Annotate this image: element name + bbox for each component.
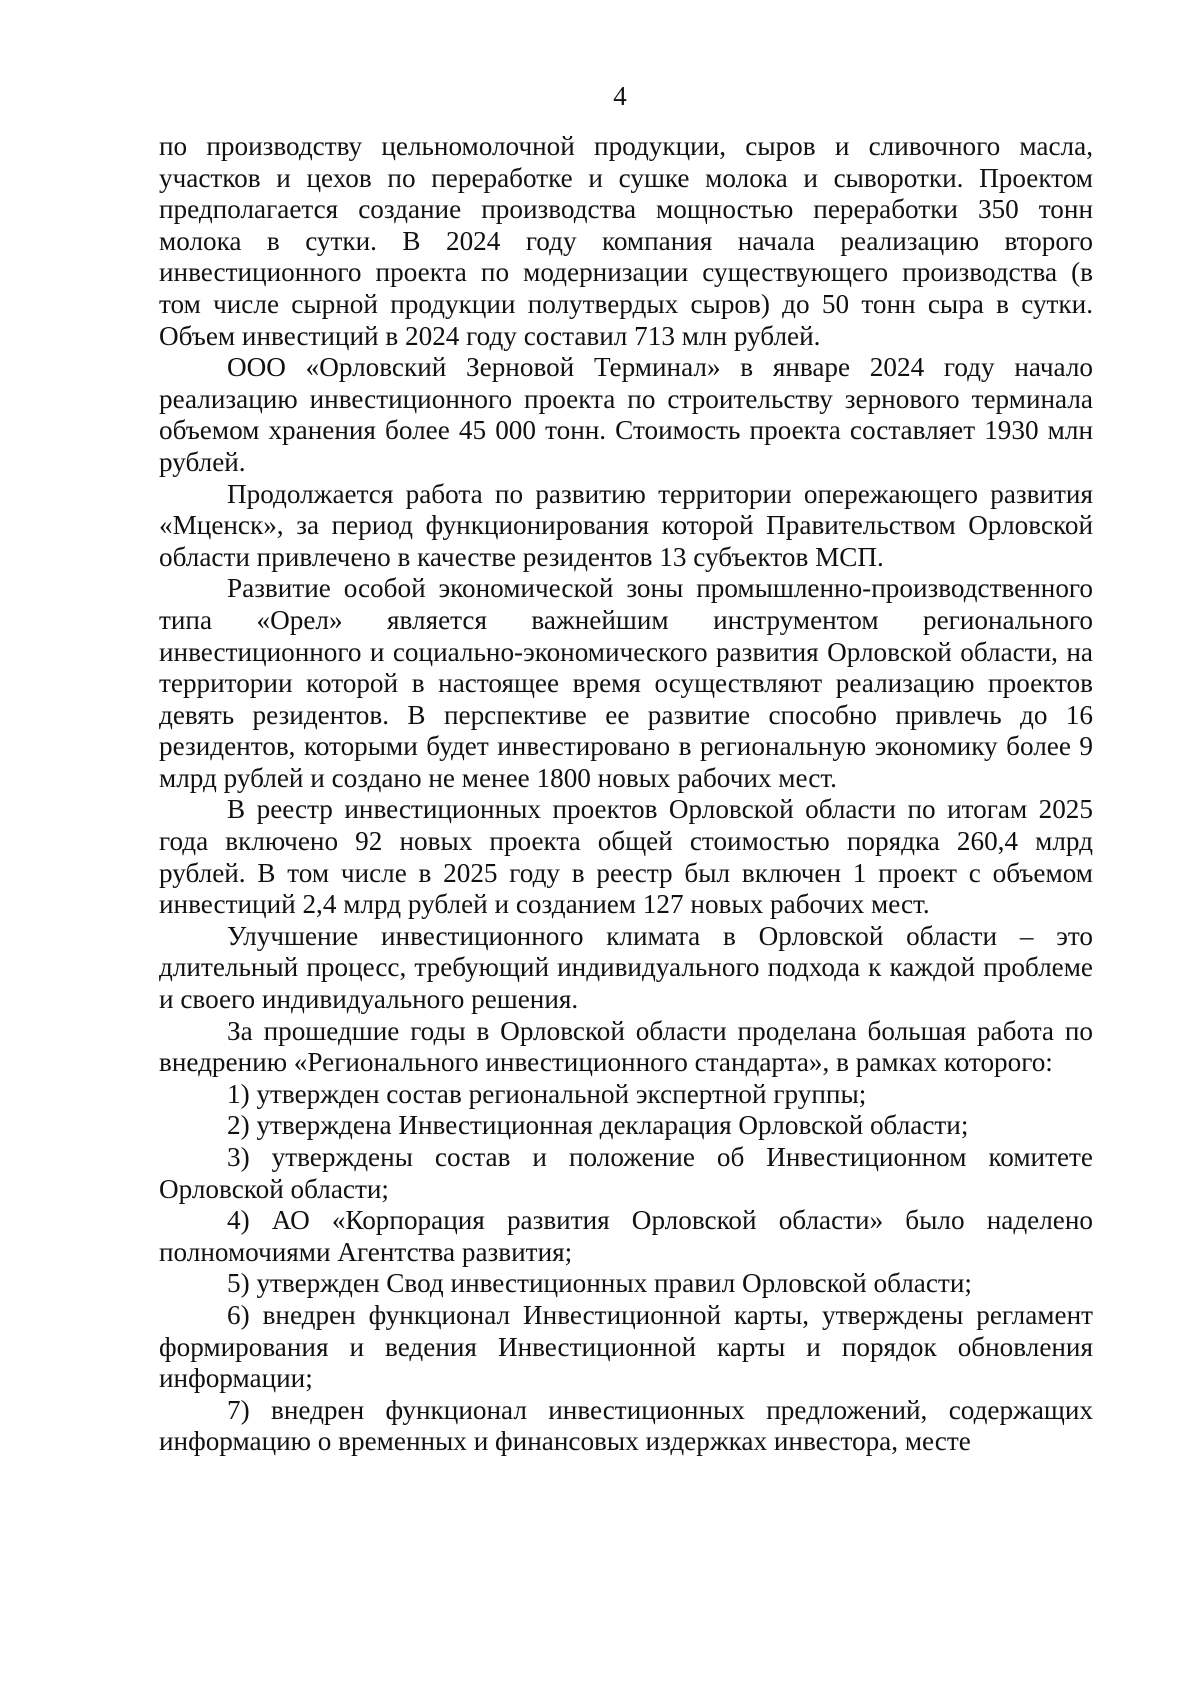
list-item: 5) утвержден Свод инвестиционных правил Орловской области; — [227, 1268, 972, 1299]
paragraph-investment-climate: Улучшение инвестиционного климата в Орловской области – это длительный процесс, требующий индивидуального подхода к каждой проблеме и своего индивидуального решения. — [159, 920, 1093, 1015]
list-item: 4) АО «Корпорация развития Орловской области» было наделено полномочиями Агентства развития; — [159, 1205, 1093, 1267]
list-item: 1) утвержден состав региональной экспертной группы; — [227, 1078, 867, 1109]
list-item: 7) внедрен функционал инвестиционных предложений, содержащих информацию о временных и финансовых издержках инвестора, месте — [159, 1394, 1093, 1457]
paragraph-project-registry: В реестр инвестиционных проектов Орловской области по итогам 2025 года включено 92 новых проекта общей стоимостью порядка 260,4 млрд рублей. В том числе в 2025 году в реестр был включен 1 проект с объемом инвестиций 2,4 млрд рублей и созданием 127 новых рабочих мест. — [159, 794, 1093, 920]
list-item: 6) внедрен функционал Инвестиционной карты, утверждены регламент формирования и ведения Инвестиционной карты и порядок обновления информации; — [159, 1299, 1093, 1394]
document-body — [159, 131, 1093, 1458]
paragraph-sez-orel: Развитие особой экономической зоны промышленно-производственного типа «Орел» является важнейшим инструментом регионального инвестиционного и социально-экономического развития Орловской области, на территории которой в настоящее время осуществляют реализацию проектов девять резидентов. В перспективе ее развитие способно привлечь до 16 резидентов, которыми будет инвестировано в региональную экономику более 9 млрд рублей и создано не менее 1800 новых рабочих мест. — [159, 573, 1093, 793]
paragraph-regional-standard: За прошедшие годы в Орловской области проделана большая работа по внедрению «Регионального инвестиционного стандарта», в рамках которого: — [159, 1015, 1093, 1078]
page-number: 4 — [613, 81, 627, 111]
paragraph-continuation: по производству цельномолочной продукции, сыров и сливочного масла, участков и цехов по переработке и сушке молока и сыворотки. Проектом предполагается создание производства мощностью переработки 350 тонн молока в сутки. В 2024 году компания начала реализацию второго инвестиционного проекта по модернизации существующего производства (в том числе сырной продукции полутвердых сыров) до 50 тонн сыра в сутки. Объем инвестиций в 2024 году составил 713 млн рублей. — [159, 131, 1093, 351]
list-item: 2) утверждена Инвестиционная декларация Орловской области; — [227, 1110, 969, 1141]
paragraph-grain-terminal: ООО «Орловский Зерновой Терминал» в январе 2024 году начало реализацию инвестиционного проекта по строительству зернового терминала объемом хранения более 45 000 тонн. Стоимость проекта составляет 1930 млн рублей. — [159, 352, 1093, 477]
paragraph-tor-mtsensk: Продолжается работа по развитию территории опережающего развития «Мценск», за период функционирования которой Правительством Орловской области привлечено в качестве резидентов 13 субъектов МСП. — [159, 478, 1093, 572]
list-item: 3) утверждены состав и положение об Инвестиционном комитете Орловской области; — [159, 1142, 1093, 1204]
